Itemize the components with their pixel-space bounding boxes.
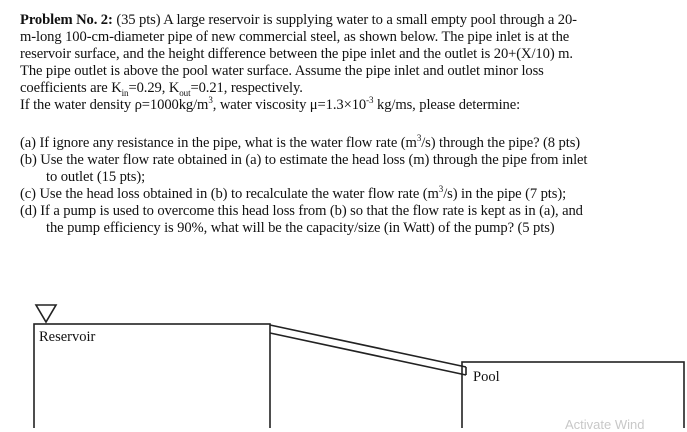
viscosity-superscript: -3 bbox=[366, 95, 374, 106]
question-c-superscript: 3 bbox=[438, 184, 444, 195]
water-surface-marker-icon bbox=[36, 305, 56, 322]
k-out-value: =0.21, respectively. bbox=[190, 80, 303, 96]
density-superscript: 3 bbox=[208, 95, 213, 106]
density-text-b: , water viscosity μ=1.3×10 bbox=[212, 97, 367, 113]
problem-heading: Problem No. 2: bbox=[20, 12, 113, 28]
question-c-text-1: (c) Use the head loss obtained in (b) to recalculate the water flow rate (m bbox=[20, 186, 439, 202]
question-a-superscript: 3 bbox=[416, 133, 422, 144]
density-text-a: If the water density ρ=1000kg/m bbox=[20, 97, 209, 113]
question-a-text-2: /s) through the pipe? (8 pts) bbox=[421, 135, 581, 151]
coef-prefix: coefficients are K bbox=[20, 80, 122, 96]
question-d-line-2: the pump efficiency is 90%, what will be the capacity/size (in Watt) of the pump? (5 pts) bbox=[46, 220, 555, 236]
question-d-line-1: (d) If a pump is used to overcome this head loss from (b) so that the flow rate is kept as in (a), and bbox=[20, 203, 583, 219]
pool-label: Pool bbox=[473, 369, 500, 385]
reservoir-label: Reservoir bbox=[39, 329, 96, 345]
k-in-value: =0.29, K bbox=[128, 80, 180, 96]
problem-line-3: reservoir surface, and the height difference between the pipe inlet and the outlet is 20+(X/10) m. bbox=[20, 46, 573, 62]
question-c-text-2: /s) in the pipe (7 pts); bbox=[443, 186, 567, 202]
k-in-subscript: in bbox=[121, 87, 129, 98]
question-b-line-1: (b) Use the water flow rate obtained in (a) to estimate the head loss (m) through the pipe from inlet bbox=[20, 152, 588, 168]
k-out-subscript: out bbox=[179, 87, 191, 98]
problem-line-2: m-long 100-cm-diameter pipe of new commercial steel, as shown below. The pipe inlet is at the bbox=[20, 29, 570, 45]
pipe-bottom-edge bbox=[270, 333, 466, 375]
problem-text-1: (35 pts) A large reservoir is supplying water to a small empty pool through a 20- bbox=[112, 12, 577, 28]
activate-windows-watermark: Activate Wind bbox=[565, 417, 645, 432]
density-text-c: kg/ms, please determine: bbox=[373, 97, 521, 113]
problem-line-4: The pipe outlet is above the pool water surface. Assume the pipe inlet and outlet minor loss bbox=[20, 63, 544, 79]
question-b-line-2: to outlet (15 pts); bbox=[46, 169, 146, 185]
question-a-text-1: (a) If ignore any resistance in the pipe, what is the water flow rate (m bbox=[20, 135, 417, 151]
pipe-top-edge bbox=[270, 325, 466, 367]
